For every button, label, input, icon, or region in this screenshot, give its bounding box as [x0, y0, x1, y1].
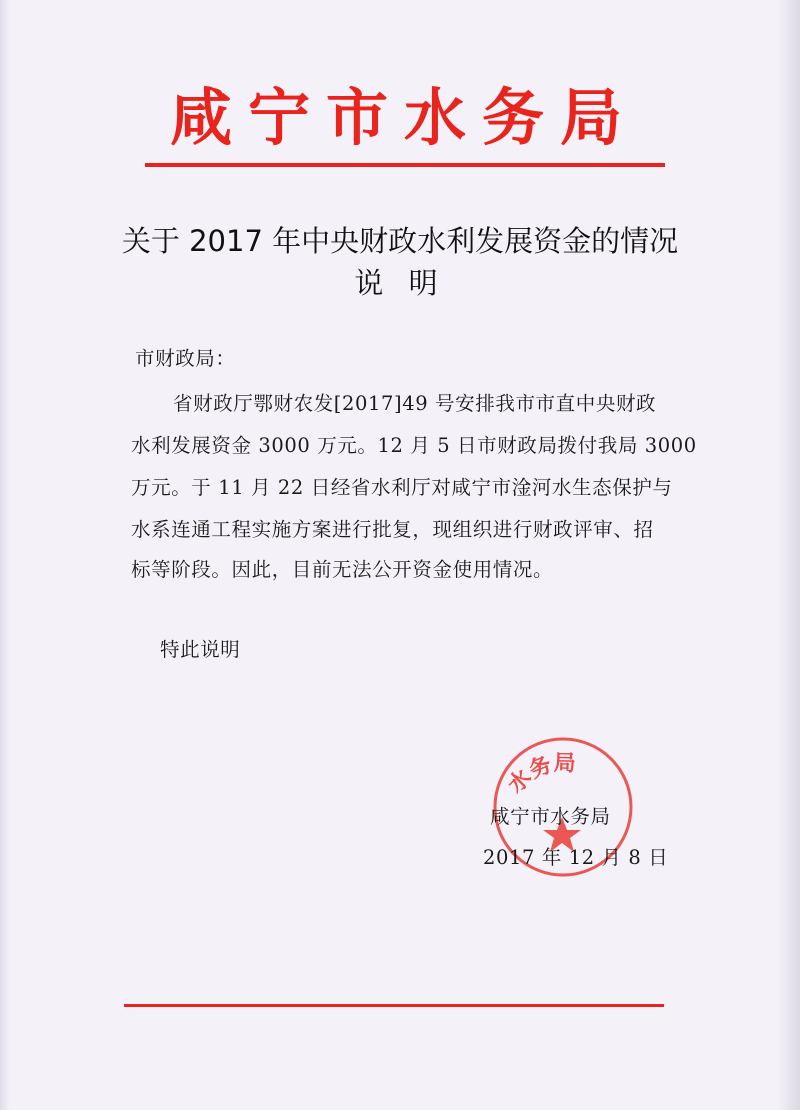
letterhead-title: 咸宁市水务局 [169, 81, 638, 154]
salutation: 市财政局： [135, 347, 236, 370]
signature-date: 2017 年 12 月 8 日 [483, 846, 669, 869]
scan-edge-left [0, 0, 10, 1110]
body-line-1: 省财政厅鄂财农发[2017]49 号安排我市市直中央财政 [173, 392, 657, 415]
letterhead-red-rule [145, 163, 665, 167]
closing-remark: 特此说明 [160, 638, 241, 661]
document-title-line2: 说 明 [354, 266, 446, 300]
footer-red-rule [124, 1004, 664, 1007]
body-line-4: 水系连通工程实施方案进行批复，现组织进行财政评审、招 [131, 518, 654, 541]
scan-edge-right [778, 0, 800, 1110]
svg-text:水务局: 水务局 [502, 750, 577, 799]
document-title-line1: 关于 2017 年中央财政水利发展资金的情况 [121, 224, 679, 258]
body-line-2: 水利发展资金 3000 万元。12 月 5 日市财政局拨付我局 3000 [131, 434, 697, 457]
body-line-5: 标等阶段。因此，目前无法公开资金使用情况。 [131, 558, 554, 581]
signature-organization: 咸宁市水务局 [490, 805, 611, 828]
body-line-3: 万元。于 11 月 22 日经省水利厅对咸宁市淦河水生态保护与 [131, 476, 673, 499]
